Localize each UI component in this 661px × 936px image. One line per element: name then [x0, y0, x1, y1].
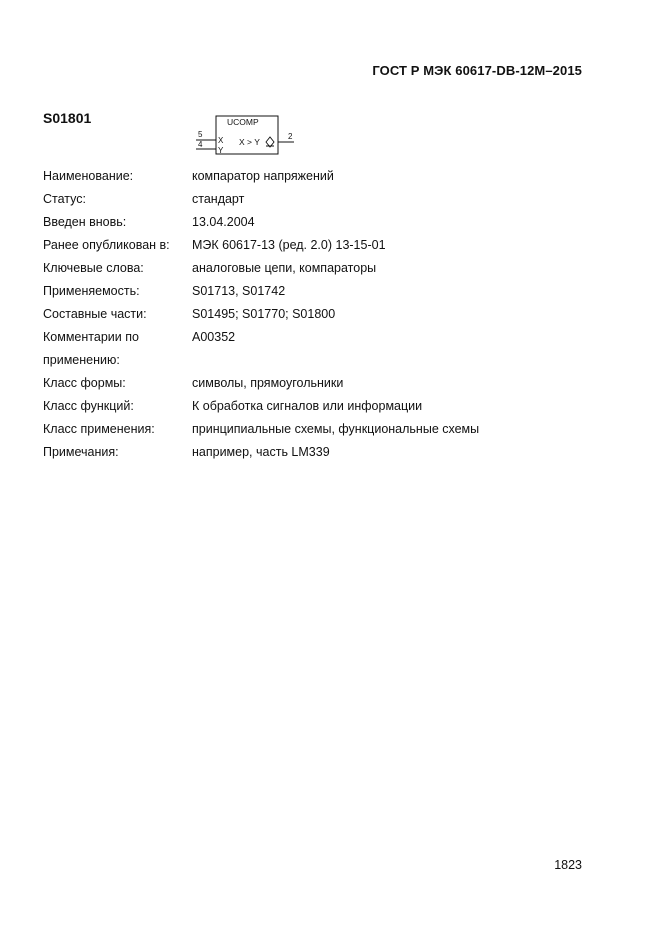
- input-x-label: X: [218, 136, 224, 145]
- field-row: [43, 349, 603, 372]
- field-label: Ранее опубликован в:: [43, 238, 170, 252]
- field-label: Класс функций:: [43, 399, 134, 413]
- pin-4-label: 4: [198, 140, 203, 149]
- field-value: например, часть LM339: [192, 445, 330, 459]
- field-value: К обработка сигналов или информации: [192, 399, 423, 413]
- field-row: [43, 418, 603, 441]
- field-value: S01713, S01742: [192, 284, 286, 298]
- field-value: символы, прямоугольники: [192, 376, 344, 390]
- field-value: аналоговые цепи, компараторы: [192, 261, 377, 275]
- field-value: МЭК 60617-13 (ред. 2.0) 13-15-01: [192, 238, 386, 252]
- field-label: Класс формы:: [43, 376, 126, 390]
- field-label: применению:: [43, 353, 120, 367]
- field-value: компаратор напряжений: [192, 169, 334, 183]
- symbol-name: UCOMP: [227, 117, 259, 127]
- entry-code: S01801: [43, 110, 92, 126]
- field-row: [43, 326, 603, 349]
- comparator-symbol: [196, 114, 306, 156]
- field-value: [192, 349, 603, 372]
- field-row: [43, 303, 603, 326]
- field-value: S01495; S01770; S01800: [192, 307, 336, 321]
- field-value: принципиальные схемы, функциональные схемы: [192, 422, 480, 436]
- pin-2-label: 2: [288, 132, 293, 141]
- input-y-label: Y: [218, 146, 224, 155]
- field-label: Введен вновь:: [43, 215, 127, 229]
- field-row: [43, 211, 603, 234]
- field-row: [43, 234, 603, 257]
- function-label: X > Y: [239, 137, 260, 147]
- field-label: Применяемость:: [43, 284, 140, 298]
- field-row: [43, 257, 603, 280]
- document-header: ГОСТ Р МЭК 60617-DB-12M–2015: [372, 63, 582, 78]
- field-value: стандарт: [192, 192, 245, 206]
- field-row: [43, 395, 603, 418]
- page-number: 1823: [554, 858, 582, 872]
- entry-fields: [43, 165, 603, 464]
- field-label: Комментарии по: [43, 330, 139, 344]
- field-label: Статус:: [43, 192, 86, 206]
- field-label: Класс применения:: [43, 422, 155, 436]
- field-row: [43, 280, 603, 303]
- field-row: [43, 441, 603, 464]
- field-label: Ключевые слова:: [43, 261, 144, 275]
- pin-5-label: 5: [198, 130, 203, 139]
- field-label: Примечания:: [43, 445, 119, 459]
- field-row: [43, 188, 603, 211]
- field-value: 13.04.2004: [192, 215, 255, 229]
- field-label: Составные части:: [43, 307, 147, 321]
- field-row: [43, 372, 603, 395]
- field-value: A00352: [192, 330, 236, 344]
- field-label: Наименование:: [43, 169, 134, 183]
- open-output-marker-icon: [266, 137, 274, 147]
- field-row: [43, 165, 603, 188]
